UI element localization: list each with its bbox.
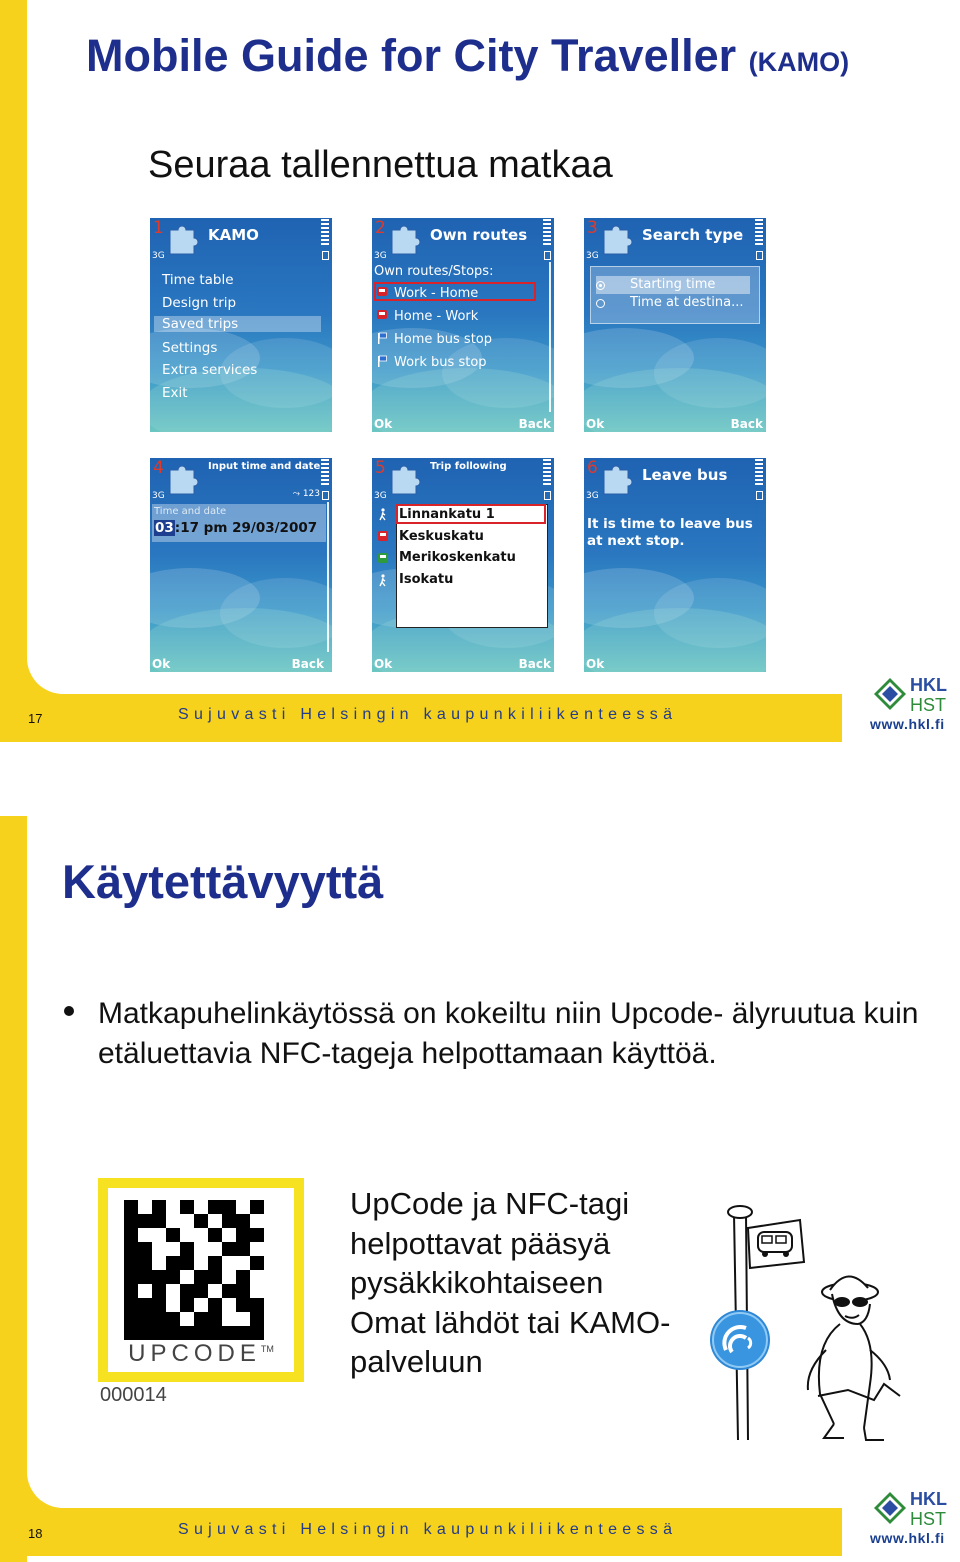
softkey-ok[interactable]: Ok (586, 417, 605, 431)
phone-screen-6 (584, 458, 766, 672)
trip-stop-item[interactable]: Isokatu (399, 572, 454, 587)
screen-title: Leave bus (642, 466, 728, 484)
hkl-logo (870, 672, 958, 734)
phone-screen-4 (150, 458, 332, 672)
signal-strength-icon (321, 459, 329, 487)
puzzle-logo-icon (164, 462, 204, 496)
battery-icon (322, 251, 329, 260)
network-indicator: 3G (374, 491, 387, 501)
input-mode-indicator: ⤳ 123 (292, 489, 320, 499)
screen-number: 1 (153, 218, 164, 238)
softkey-ok[interactable]: Ok (152, 657, 171, 671)
phone-screen-2 (372, 218, 554, 432)
signal-strength-icon (543, 459, 551, 487)
route-item-home-bus-stop[interactable]: Home bus stop (394, 332, 492, 347)
menu-item-settings[interactable]: Settings (162, 340, 218, 356)
screen-number: 5 (375, 458, 386, 478)
bus-icon (376, 286, 388, 298)
slide-18 (0, 816, 960, 1562)
menu-item-extra-services[interactable]: Extra services (162, 362, 258, 378)
signal-strength-icon (755, 219, 763, 247)
phone-screen-1 (150, 218, 332, 432)
footer-slogan: Sujuvasti Helsingin kaupunkiliikenteessä (178, 706, 678, 723)
page-number: 18 (28, 1526, 43, 1541)
signal-strength-icon (321, 219, 329, 247)
screen-number: 6 (587, 458, 598, 478)
slide-17 (0, 0, 960, 742)
softkey-ok[interactable]: Ok (586, 657, 605, 671)
walk-icon (377, 574, 389, 587)
walk-icon (377, 508, 389, 521)
softkey-back[interactable]: Back (518, 657, 551, 671)
menu-item-design-trip[interactable]: Design trip (162, 295, 237, 311)
menu-item-saved-trips[interactable]: Saved trips (154, 316, 321, 332)
routes-heading: Own routes/Stops: (374, 264, 494, 279)
footer-corner (0, 1448, 60, 1508)
softkey-back[interactable]: Back (518, 417, 551, 431)
title-main: Mobile Guide for City Traveller (86, 30, 737, 81)
signal-strength-icon (543, 219, 551, 247)
option-starting-time[interactable]: Starting time (630, 277, 716, 292)
phone-screen-5 (372, 458, 554, 672)
softkey-ok[interactable]: Ok (374, 657, 393, 671)
battery-icon (756, 251, 763, 260)
page-number: 17 (28, 711, 43, 726)
menu-item-time-table[interactable]: Time table (162, 272, 234, 288)
radio-unselected-icon[interactable] (596, 299, 605, 308)
screen-title: Own routes (430, 226, 528, 244)
datetime-label: Time and date (154, 506, 227, 517)
bus-stop-flag-icon (376, 355, 388, 367)
radio-selected-icon[interactable] (596, 281, 605, 290)
page-title: Käytettävyyttä (62, 855, 384, 908)
title-abbr: (KAMO) (748, 47, 850, 77)
bullet-icon (64, 1006, 74, 1016)
battery-icon (756, 491, 763, 500)
page-title (86, 30, 849, 82)
screen-title: Trip following (430, 461, 507, 472)
upcode-id: 000014 (100, 1384, 167, 1406)
route-item-work-bus-stop[interactable]: Work bus stop (394, 355, 487, 370)
puzzle-logo-icon (386, 462, 426, 496)
network-indicator: 3G (374, 251, 387, 261)
network-indicator: 3G (586, 251, 599, 261)
upcode-frame (98, 1178, 304, 1382)
screen-title: Input time and date (208, 461, 321, 472)
menu-item-exit[interactable]: Exit (162, 385, 188, 401)
upcode-brand: UPCODE™ (128, 1340, 274, 1367)
option-time-at-destination[interactable]: Time at destina... (630, 295, 744, 310)
logo-url: www.hkl.fi (870, 1530, 945, 1546)
softkey-back[interactable]: Back (291, 657, 324, 671)
softkey-ok[interactable]: Ok (374, 417, 393, 431)
screen-title: Search type (642, 226, 744, 244)
hkl-logo-mark-icon (870, 1486, 958, 1530)
scrollbar[interactable] (549, 262, 551, 412)
hour-cursor[interactable]: 03 (155, 520, 174, 536)
svg-text:HKL: HKL (910, 1489, 947, 1509)
network-indicator: 3G (586, 491, 599, 501)
trip-stop-item[interactable]: Linnankatu 1 (399, 507, 495, 522)
screen-number: 2 (375, 218, 386, 238)
battery-icon (544, 491, 551, 500)
puzzle-logo-icon (598, 222, 638, 256)
upcode-image (98, 1178, 304, 1418)
tram-icon (377, 552, 389, 565)
trip-stop-item[interactable]: Merikoskenkatu (399, 550, 516, 565)
upcode-matrix-icon (124, 1200, 278, 1340)
network-indicator: 3G (152, 251, 165, 261)
softkey-back[interactable]: Back (730, 417, 763, 431)
route-item-work-home[interactable]: Work - Home (394, 286, 479, 301)
footer-corner (0, 634, 60, 694)
datetime-value[interactable]: 03:17 pm 29/03/2007 (155, 520, 318, 536)
left-accent-bar (0, 0, 27, 742)
screen-title: KAMO (208, 226, 259, 244)
bullet-text: Matkapuhelinkäytössä on kokeiltu niin Upcode- älyruutua kuin etäluettavia NFC-tageja helpottamaan käyttöä. (98, 997, 919, 1070)
screen-number: 4 (153, 458, 164, 478)
page-subtitle: Seuraa tallennettua matkaa (148, 144, 613, 186)
bus-icon (376, 309, 388, 321)
puzzle-logo-icon (598, 462, 638, 496)
route-item-home-work[interactable]: Home - Work (394, 309, 479, 324)
battery-icon (544, 251, 551, 260)
svg-text:HST: HST (910, 695, 946, 715)
signal-strength-icon (755, 459, 763, 487)
trip-stop-item[interactable]: Keskuskatu (399, 529, 484, 544)
bus-stop-traveller-illustration-icon (700, 1200, 920, 1450)
screen-number: 3 (587, 218, 598, 238)
network-indicator: 3G (152, 491, 165, 501)
hkl-logo (870, 1486, 958, 1548)
hkl-logo-mark-icon (870, 672, 958, 716)
puzzle-logo-icon (386, 222, 426, 256)
bus-stop-flag-icon (376, 332, 388, 344)
footer-slogan: Sujuvasti Helsingin kaupunkiliikenteessä (178, 1521, 678, 1538)
bus-icon (377, 530, 389, 543)
leave-bus-message: It is time to leave bus at next stop. (587, 516, 753, 549)
svg-text:HKL: HKL (910, 675, 947, 695)
scrollbar[interactable] (327, 502, 329, 652)
phone-screen-3 (584, 218, 766, 432)
logo-url: www.hkl.fi (870, 716, 945, 732)
puzzle-logo-icon (164, 222, 204, 256)
svg-text:HST: HST (910, 1509, 946, 1529)
battery-icon (322, 491, 329, 500)
nfc-note: UpCode ja NFC-tagi helpottavat pääsyä pysäkkikohtaiseen Omat lähdöt tai KAMO- palveluun (350, 1186, 671, 1379)
